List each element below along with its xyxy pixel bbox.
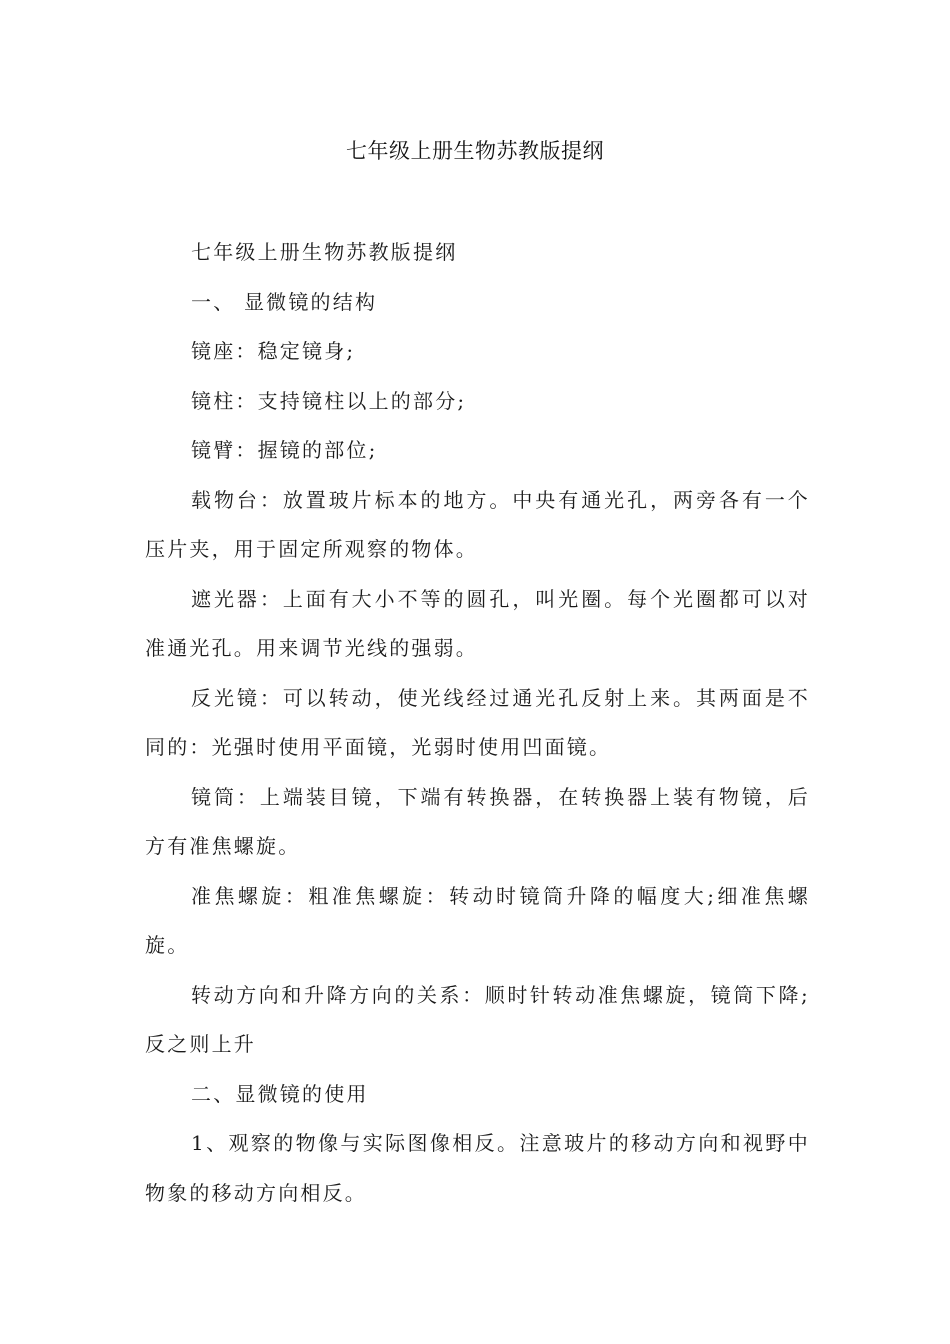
paragraph-mirror-pillar: 镜柱：支持镜柱以上的部分;	[191, 388, 467, 413]
section-heading-microscope-structure: 一、 显微镜的结构	[191, 289, 378, 314]
paragraph-stage: 载物台：放置玻片标本的地方。中央有通光孔，两旁各有一个压片夹，用于固定所观察的物体。	[145, 487, 810, 561]
paragraph-focus-knob: 准焦螺旋：粗准焦螺旋：转动时镜筒升降的幅度大;细准焦螺旋。	[145, 883, 810, 957]
paragraph-tube: 镜筒：上端装目镜，下端有转换器，在转换器上装有物镜，后方有准焦螺旋。	[145, 784, 810, 858]
paragraph-mirror-arm: 镜臂：握镜的部位;	[191, 438, 378, 462]
paragraph-mirror-base: 镜座：稳定镜身;	[191, 339, 356, 363]
paragraph-diaphragm: 遮光器：上面有大小不等的圆孔，叫光圈。每个光圈都可以对准通光孔。用来调节光线的强弱。	[145, 586, 810, 660]
section-heading-microscope-use: 二、显微镜的使用	[191, 1081, 369, 1106]
document-body	[145, 228, 810, 1218]
paragraph-reflector: 反光镜：可以转动，使光线经过通光孔反射上来。其两面是不同的：光强时使用平面镜，光弱时使用凹面镜。	[145, 685, 810, 759]
paragraph-image-inversion: 1、观察的物像与实际图像相反。注意玻片的移动方向和视野中物象的移动方向相反。	[145, 1131, 810, 1205]
document-title: 七年级上册生物苏教版提纲	[346, 139, 604, 163]
paragraph-rotation-direction: 转动方向和升降方向的关系：顺时针转动准焦螺旋，镜筒下降;反之则上升	[145, 982, 810, 1056]
paragraph-subtitle: 七年级上册生物苏教版提纲	[191, 240, 458, 264]
